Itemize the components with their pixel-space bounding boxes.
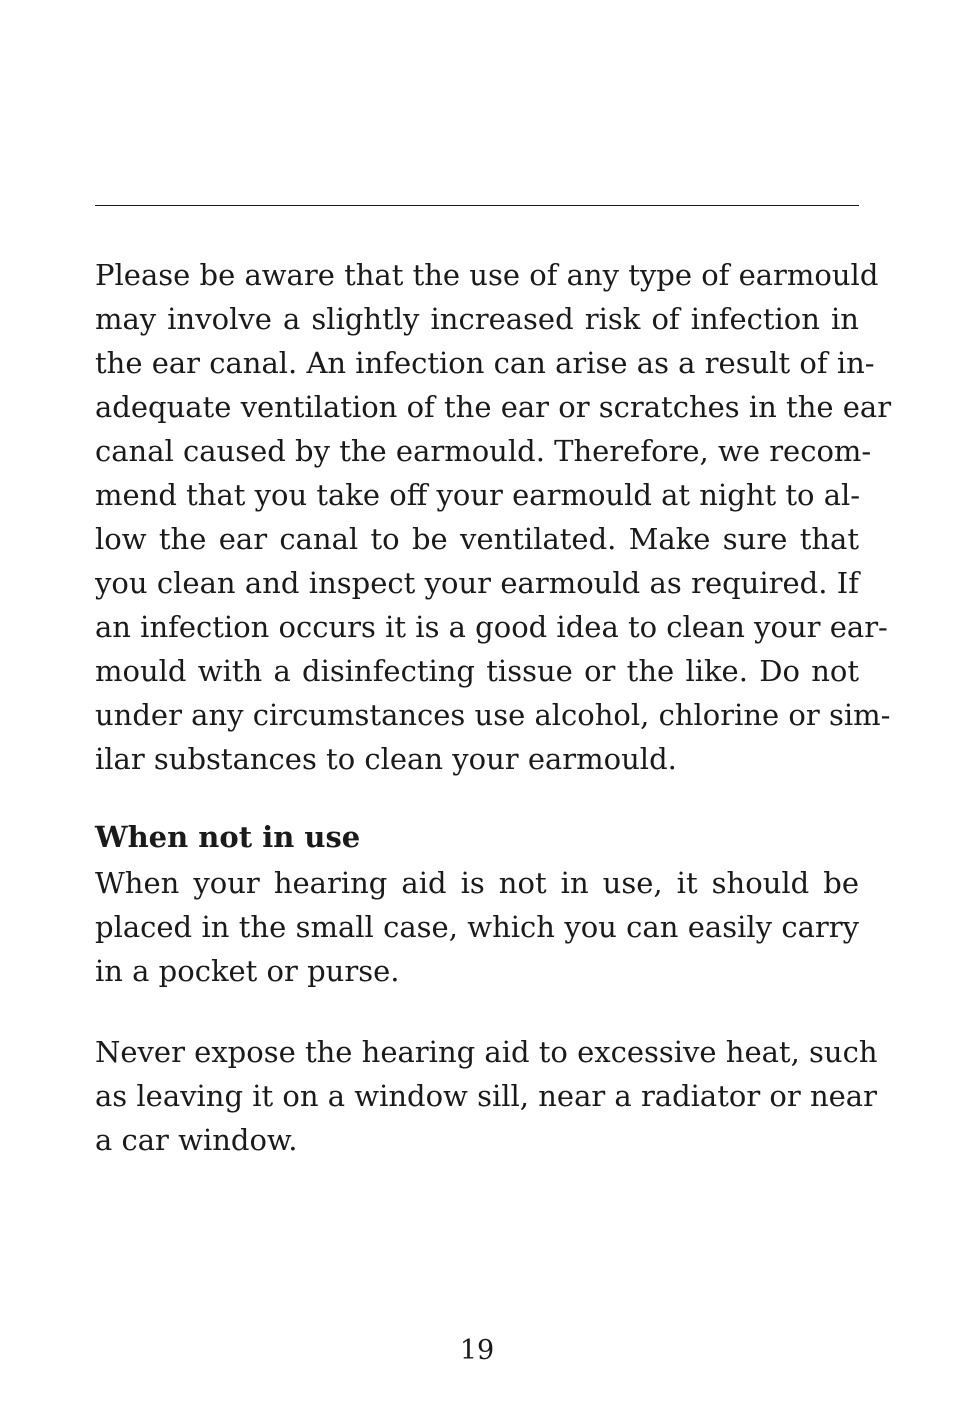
paragraph-line: a car window. [95, 1123, 298, 1157]
not-in-use-paragraph [95, 861, 859, 993]
page-number: 19 [459, 1335, 495, 1366]
paragraph-line: you clean and inspect your earmould as required. If [95, 566, 859, 600]
paragraph-line: When your hearing aid is not in use, it should be [95, 866, 859, 900]
paragraph-line: low the ear canal to be ventilated. Make sure that [95, 522, 859, 556]
paragraph-line: may involve a slightly increased risk of infection in [95, 302, 859, 336]
paragraph-line: canal caused by the earmould. Therefore, we recom- [95, 434, 872, 468]
paragraph-line: Never expose the hearing aid to excessive heat, such [95, 1035, 878, 1069]
paragraph-line: the ear canal. An infection can arise as a result of in- [95, 346, 875, 380]
paragraph-line: an infection occurs it is a good idea to clean your ear- [95, 610, 888, 644]
paragraph-line: Please be aware that the use of any type of earmould [95, 258, 879, 292]
heat-warning-paragraph [95, 1030, 878, 1162]
paragraph-line: as leaving it on a window sill, near a radiator or near [95, 1079, 877, 1113]
paragraph-line: mould with a disinfecting tissue or the like. Do not [95, 654, 859, 688]
paragraph-line: placed in the small case, which you can easily carry [95, 910, 859, 944]
paragraph-line: ilar substances to clean your earmould. [95, 742, 677, 776]
paragraph-line: in a pocket or purse. [95, 954, 400, 988]
header-rule [95, 205, 859, 206]
section-heading: When not in use [95, 820, 361, 854]
paragraph-line: mend that you take off your earmould at night to al- [95, 478, 861, 512]
paragraph-line: under any circumstances use alcohol, chlorine or sim- [95, 698, 891, 732]
paragraph-line: adequate ventilation of the ear or scratches in the ear [95, 390, 892, 424]
earmould-infection-paragraph [95, 253, 892, 781]
